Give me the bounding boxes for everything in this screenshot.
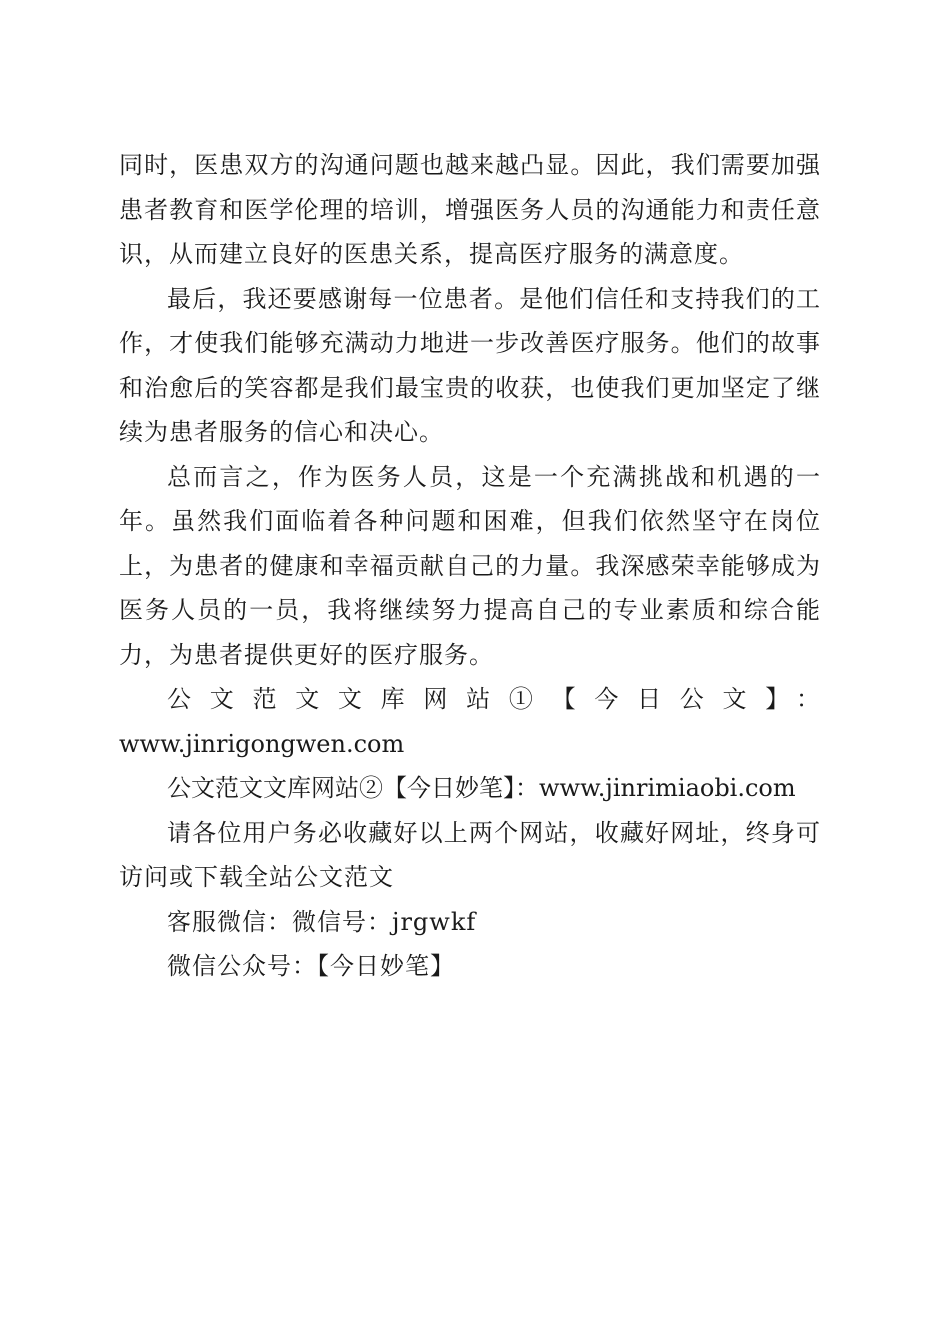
document-page [119, 143, 821, 989]
paragraph-summary: 总而言之，作为医务人员，这是一个充满挑战和机遇的一年。虽然我们面临着各种问题和困难，但我们依然坚守在岗位上，为患者的健康和幸福贡献自己的力量。我深感荣幸能够成为医务人员的一员，我将继续努力提高自己的专业素质和综合能力，为患者提供更好的医疗服务。 [119, 462, 821, 669]
footer-official-account: 微信公众号：【今日妙笔】 [167, 952, 455, 980]
footer-service-wechat: 客服微信：微信号：jrgwkf [167, 907, 477, 936]
footer-site1-url[interactable]: www.jinrigongwen.com [119, 729, 405, 758]
footer-site1-label: 公文范文文库网站①【今日公文】： [167, 685, 821, 713]
footer-notice: 请各位用户务必收藏好以上两个网站，收藏好网址，终身可访问或下载全站公文范文 [119, 818, 821, 891]
paragraph-thanks: 最后，我还要感谢每一位患者。是他们信任和支持我们的工作，才使我们能够充满动力地进一步改善医疗服务。他们的故事和治愈后的笑容都是我们最宝贵的收获，也使我们更加坚定了继续为患者服务的信心和决心。 [119, 284, 821, 446]
footer-site2[interactable]: 公文范文文库网站②【今日妙笔】：www.jinrimiaobi.com [167, 774, 796, 802]
paragraph-communication: 同时，医患双方的沟通问题也越来越凸显。因此，我们需要加强患者教育和医学伦理的培训，增强医务人员的沟通能力和责任意识，从而建立良好的医患关系，提高医疗服务的满意度。 [119, 151, 821, 268]
